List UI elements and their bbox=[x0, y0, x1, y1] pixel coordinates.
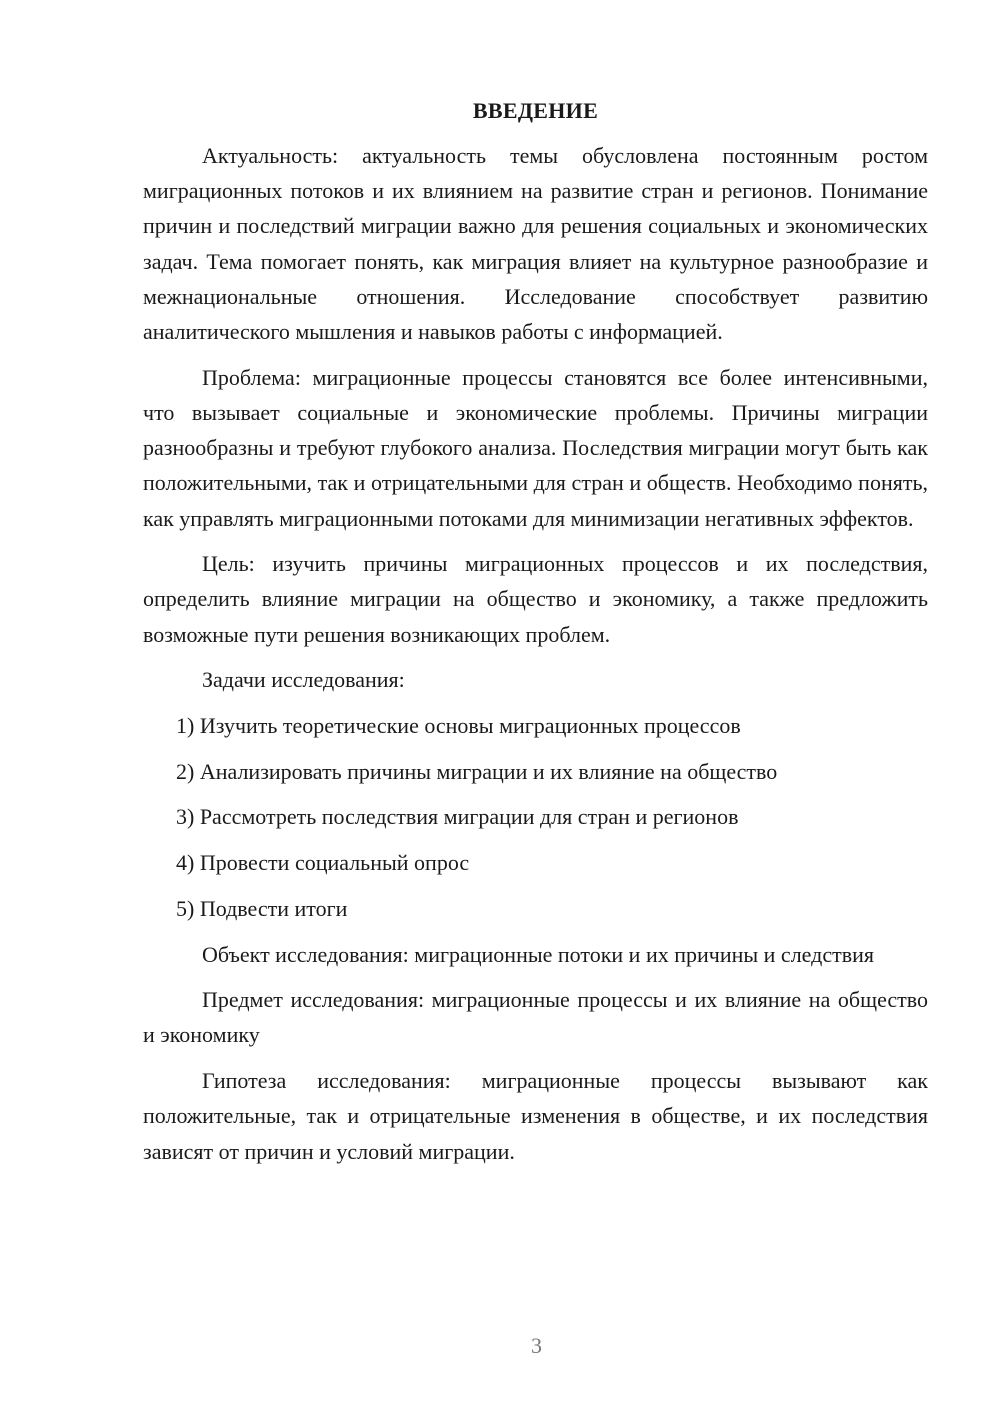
list-item: 1) Изучить теоретические основы миграционных процессов bbox=[176, 713, 741, 739]
list-item: 3) Рассмотреть последствия миграции для стран и регионов bbox=[176, 804, 739, 830]
paragraph-hypothesis: Гипотеза исследования: миграционные процессы вызывают как положительные, так и отрицательные изменения в обществе, и их последствия зависят от причин и условий миграции. bbox=[143, 1068, 928, 1164]
paragraph-subject: Предмет исследования: миграционные процессы и их влияние на общество и экономику bbox=[143, 987, 928, 1048]
paragraph-relevance: Актуальность: актуальность темы обусловлена постоянным ростом миграционных потоков и их влиянием на развитие стран и регионов. Понимание причин и последствий миграции важно для решения социальных и экономических задач. Тема помогает понять, как миграция влияет на культурное разнообразие и межнациональные отношения. Исследование способствует развитию аналитического мышления и навыков работы с информацией. bbox=[143, 143, 928, 345]
tasks-heading: Задачи исследования: bbox=[202, 667, 405, 693]
page-number: 3 bbox=[531, 1333, 542, 1358]
list-item: 2) Анализировать причины миграции и их влияние на общество bbox=[176, 758, 778, 784]
page-content bbox=[143, 93, 928, 1179]
tasks-list bbox=[143, 708, 928, 926]
list-item: 5) Подвести итоги bbox=[176, 895, 348, 921]
paragraph-problem: Проблема: миграционные процессы становятся все более интенсивными, что вызывает социальные и экономические проблемы. Причины миграции разнообразны и требуют глубокого анализа. Последствия миграции могут быть как положительными, так и отрицательными для стран и обществ. Необходимо понять, как управлять миграционными потоками для минимизации негативных эффектов. bbox=[143, 364, 928, 531]
list-item: 4) Провести социальный опрос bbox=[176, 850, 470, 876]
page-title: ВВЕДЕНИЕ bbox=[472, 98, 599, 123]
paragraph-goal: Цель: изучить причины миграционных процессов и их последствия, определить влияние миграции на общество и экономику, а также предложить возможные пути решения возникающих проблем. bbox=[143, 551, 928, 647]
paragraph-object: Объект исследования: миграционные потоки и их причины и следствия bbox=[202, 941, 874, 967]
